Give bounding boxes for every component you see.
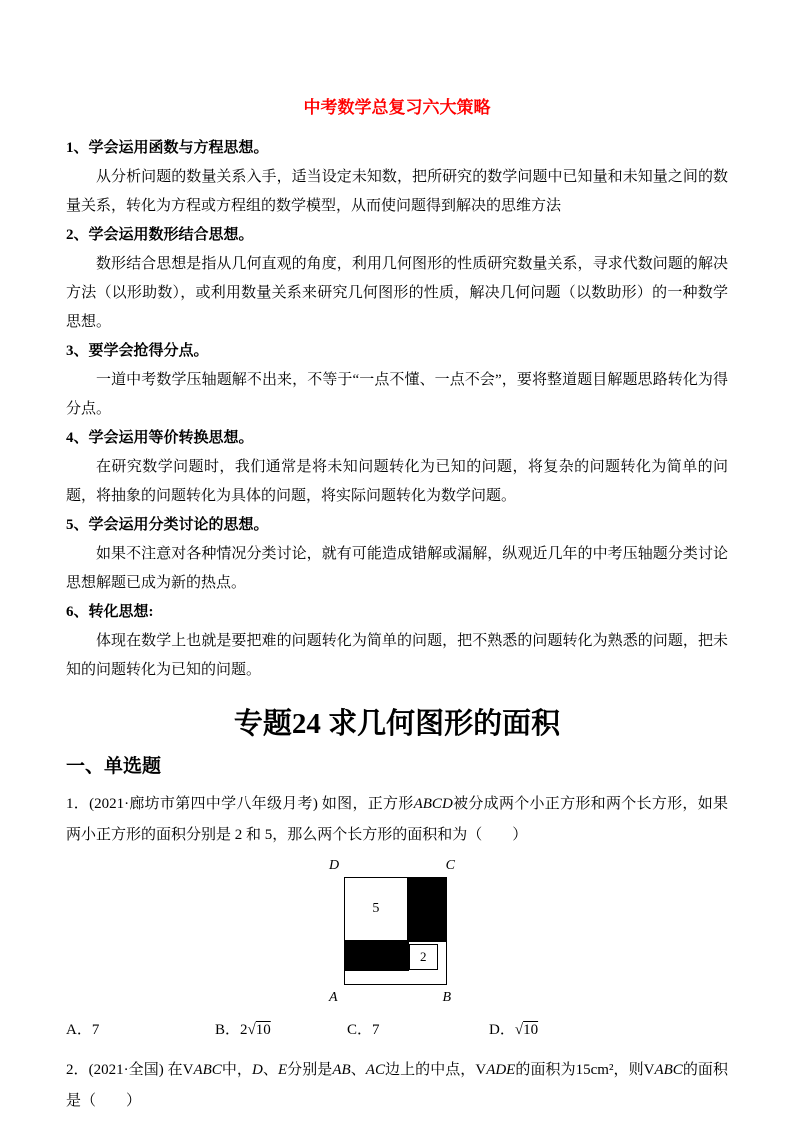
stem-segment: 2．(2021·全国) 在V xyxy=(66,1062,194,1078)
radical-sign: √ xyxy=(247,1022,256,1038)
option-B xyxy=(215,1015,347,1045)
strategy-body: 在研究数学问题时，我们通常是将未知问题转化为已知的问题，将复杂的问题转化为简单的问题，将抽象的问题转化为具体的问题，将实际问题转化为数学问题。 xyxy=(66,459,728,504)
question-1-options xyxy=(66,1015,728,1045)
question-1-figure xyxy=(329,858,455,1005)
radicand: 10 xyxy=(255,1022,271,1038)
option-C xyxy=(347,1015,489,1045)
strategy-body: 从分析问题的数量关系入手，适当设定未知数，把所研究的数学问题中已知量和未知量之间的数量关系，转化为方程或方程组的数学模型，从而使问题得到解决的思维方法 xyxy=(66,169,728,214)
white-square-area-5: 5 xyxy=(345,878,409,942)
stem-segment: 的面积为15cm²，则V xyxy=(515,1062,655,1078)
strategy-block-2 xyxy=(66,221,728,337)
stem-segment: E xyxy=(277,1062,288,1078)
figure-corner-label-B: B xyxy=(442,990,451,1005)
strategy-block-3 xyxy=(66,337,728,424)
stem-segment: ABC xyxy=(654,1062,683,1078)
stem-segment: ABCD xyxy=(413,796,453,812)
doc-title: 中考数学总复习六大策略 xyxy=(303,98,491,117)
white-square-area-2: 2 xyxy=(409,944,438,971)
stem-segment: 分别是 xyxy=(287,1062,333,1078)
stem-segment: 被分成两个小正方形和两个长方形，如果两小正方形的面积分别是 2 和 5，那么两个长方形的面积和为（ ） xyxy=(66,796,728,843)
strategy-block-4 xyxy=(66,424,728,511)
figure-corner-label-C: C xyxy=(445,858,455,873)
strategy-body: 如果不注意对各种情况分类讨论，就有可能造成错解或漏解，纵观近几年的中考压轴题分类讨论思想解题已成为新的热点。 xyxy=(66,546,728,591)
figure-corner-label-A: A xyxy=(329,990,338,1005)
option-label: D． xyxy=(489,1022,515,1038)
stem-segment: 1．(2021·廊坊市第四中学八年级月考) 如图，正方形 xyxy=(66,796,414,812)
strategy-block-1 xyxy=(66,134,728,221)
radical-sign: √ xyxy=(514,1022,524,1038)
black-rectangle-bottom xyxy=(345,942,409,972)
figure-corner-label-D: D xyxy=(329,858,340,873)
strategy-heading: 5、学会运用分类讨论的思想。 xyxy=(66,517,269,533)
sqrt-expression xyxy=(248,1022,271,1038)
stem-segment: 、 xyxy=(350,1062,366,1078)
option-label: B．2 xyxy=(215,1022,248,1038)
stem-segment: AC xyxy=(365,1062,385,1078)
stem-segment: ADE xyxy=(486,1062,516,1078)
black-rectangle-right xyxy=(409,878,446,942)
strategy-body: 体现在数学上也就是要把难的问题转化为简单的问题，把不熟悉的问题转化为熟悉的问题，把未知的问题转化为已知的问题。 xyxy=(66,633,728,678)
option-label: A．7 xyxy=(66,1022,100,1038)
strategy-body: 数形结合思想是指从几何直观的角度，利用几何图形的性质研究数量关系，寻求代数问题的解决方法（以形助数），或利用数量关系来研究几何图形的性质，解决几何问题（以数助形）的一种数学思想。 xyxy=(66,256,728,330)
strategy-heading: 1、学会运用函数与方程思想。 xyxy=(66,140,269,156)
strategy-block-6 xyxy=(66,598,728,685)
stem-segment: 的面积是（ ） xyxy=(66,1062,728,1109)
strategy-block-5 xyxy=(66,511,728,598)
stem-segment: 、 xyxy=(262,1062,278,1078)
option-label: C．7 xyxy=(347,1022,380,1038)
question-2-stem xyxy=(66,1055,728,1117)
section-heading: 一、单选题 xyxy=(66,756,162,777)
stem-segment: AB xyxy=(332,1062,351,1078)
sqrt-expression xyxy=(515,1022,538,1038)
stem-segment: ABC xyxy=(193,1062,222,1078)
stem-segment: 边上的中点，V xyxy=(384,1062,487,1078)
stem-segment: D xyxy=(251,1062,263,1078)
stem-segment: 中， xyxy=(221,1062,252,1078)
strategy-heading: 4、学会运用等价转换思想。 xyxy=(66,430,254,446)
radicand: 10 xyxy=(523,1022,539,1038)
question-1-stem xyxy=(66,789,728,851)
strategy-heading: 3、要学会抢得分点。 xyxy=(66,343,209,359)
option-D xyxy=(489,1015,538,1045)
strategy-heading: 6、转化思想: xyxy=(66,604,154,620)
topic-title: 专题24 求几何图形的面积 xyxy=(233,708,561,740)
strategy-heading: 2、学会运用数形结合思想。 xyxy=(66,227,254,243)
option-A xyxy=(66,1015,215,1045)
strategy-body: 一道中考数学压轴题解不出来，不等于“一点不懂、一点不会”，要将整道题目解题思路转化为得分点。 xyxy=(66,372,728,417)
outer-square xyxy=(344,877,447,985)
